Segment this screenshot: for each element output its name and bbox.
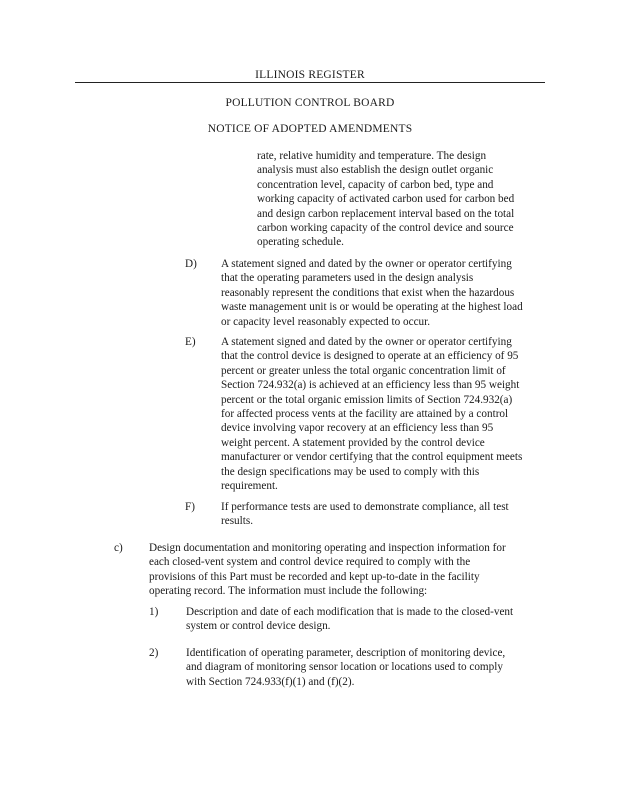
item-1-label: 1) [149, 606, 159, 618]
register-title: ILLINOIS REGISTER [255, 69, 365, 81]
item-1-text [186, 605, 513, 634]
text-line: provisions of this Part must be recorded and kept up-to-date in the facility [149, 570, 480, 583]
item-2-text [186, 646, 505, 689]
text-line: or capacity level reasonably expected to occur. [221, 315, 431, 328]
text-line: Section 724.932(a) is achieved at an efficiency less than 95 weight [221, 379, 520, 392]
text-line: each closed-vent system and control device required to comply with the [149, 556, 471, 569]
item-d-text [221, 257, 523, 329]
item-e-text [221, 335, 522, 493]
text-line: that the operating parameters used in the design analysis [221, 272, 474, 285]
text-line: for affected process vents at the facility are attained by a control [221, 408, 509, 421]
text-line: A statement signed and dated by the owner or operator certifying [221, 258, 512, 270]
board-title: POLLUTION CONTROL BOARD [225, 97, 395, 109]
continuation-paragraph [257, 149, 514, 250]
text-line: the design specifications may be used to comply with this [221, 465, 480, 478]
text-line: operating record. The information must include the following: [149, 585, 428, 598]
notice-title: NOTICE OF ADOPTED AMENDMENTS [207, 123, 413, 135]
text-line: working capacity of activated carbon used for carbon bed [257, 193, 515, 206]
text-line: analysis must also establish the design outlet organic [257, 164, 494, 177]
text-line: reasonably represent the conditions that exist when the hazardous [221, 286, 515, 299]
text-line: manufacturer or vendor certifying that the control equipment meets [221, 451, 523, 464]
item-e-label: E) [185, 336, 196, 348]
text-line: device involving vapor recovery at an efficiency less than 95 [221, 422, 494, 435]
text-line: carbon working capacity of the control device and source [257, 222, 514, 235]
text-line: percent or greater unless the total organic concentration limit of [221, 364, 506, 377]
text-line: Description and date of each modification that is made to the closed-vent [186, 606, 514, 618]
text-line: A statement signed and dated by the owner or operator certifying [221, 336, 512, 348]
text-line: Design documentation and monitoring operating and inspection information for [149, 542, 506, 554]
item-c-label: c) [114, 542, 123, 554]
text-line: rate, relative humidity and temperature. The design [257, 150, 487, 162]
text-line: waste management unit is or would be operating at the highest load [221, 301, 523, 314]
text-line: concentration level, capacity of carbon bed, type and [257, 178, 494, 191]
item-d-label: D) [185, 258, 197, 270]
text-line: operating schedule. [257, 236, 344, 249]
text-line: and design carbon replacement interval based on the total [257, 207, 515, 220]
text-line: requirement. [221, 480, 278, 493]
text-line: that the control device is designed to operate at an efficiency of 95 [221, 350, 519, 363]
item-2-label: 2) [149, 647, 159, 659]
item-f-label: F) [185, 501, 195, 513]
text-line: percent or the total organic emission limits of Section 724.932(a) [221, 393, 513, 406]
text-line: and diagram of monitoring sensor location or locations used to comply [186, 661, 503, 674]
item-c-text [149, 541, 506, 599]
item-f-text [221, 500, 509, 529]
header-divider [75, 82, 545, 83]
text-line: with Section 724.933(f)(1) and (f)(2). [186, 675, 355, 688]
text-line: If performance tests are used to demonstrate compliance, all test [221, 501, 509, 513]
text-line: results. [221, 515, 254, 528]
text-line: weight percent. A statement provided by the control device [221, 436, 485, 449]
text-line: Identification of operating parameter, description of monitoring device, [186, 647, 506, 659]
text-line: system or control device design. [186, 620, 331, 633]
